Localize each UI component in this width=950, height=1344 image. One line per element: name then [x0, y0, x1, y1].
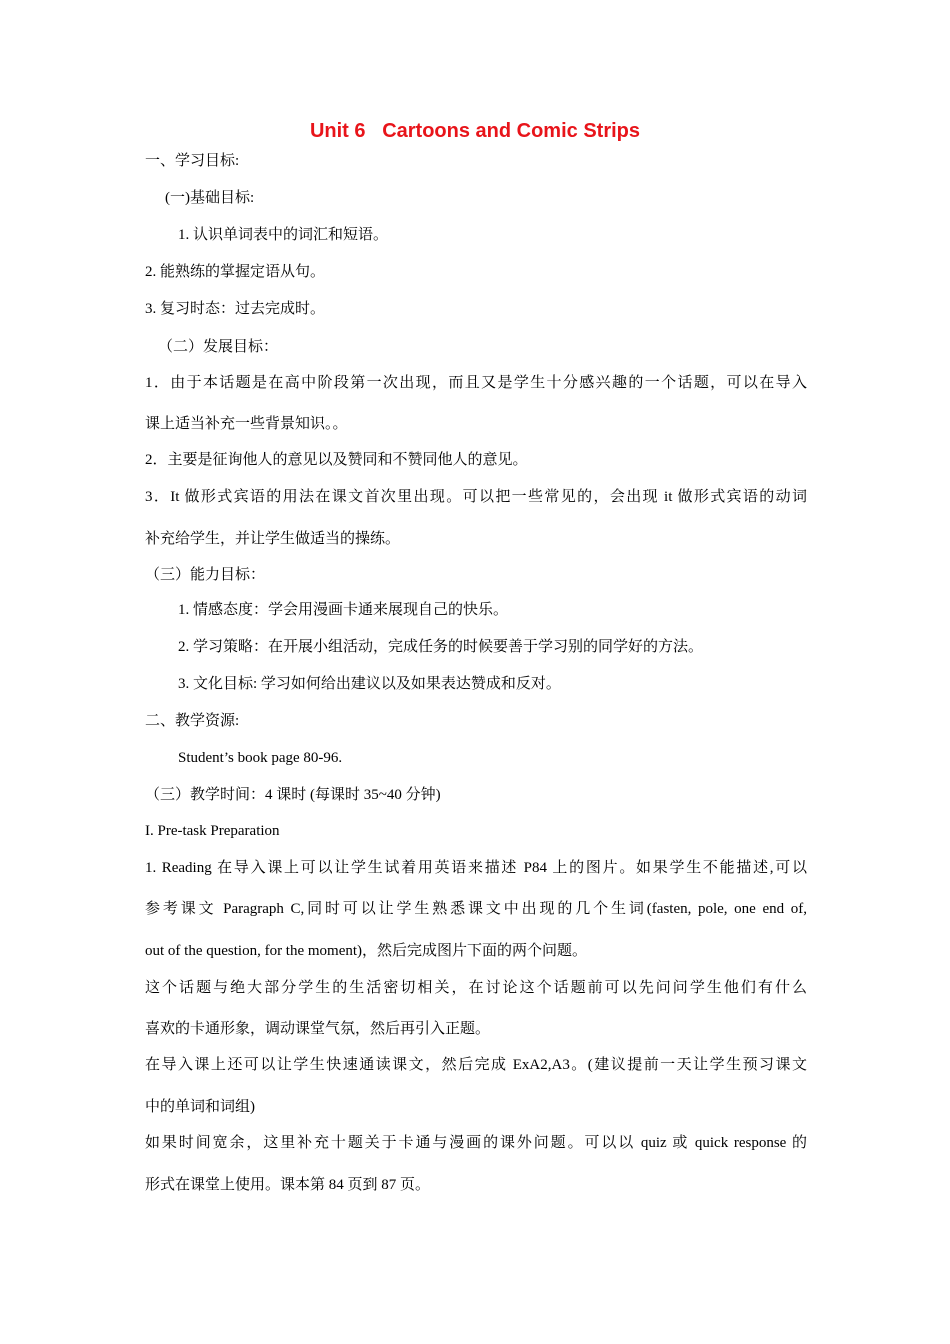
section-heading-pre-task: I. Pre-task Preparation	[145, 823, 280, 839]
section-heading-learning-goals: 一、学习目标:	[145, 153, 240, 169]
paragraph-line: Student’s book page 80-96.	[178, 750, 343, 766]
paragraph-line: out of the question, for the moment)，然后完成图片下面的两个问题。	[145, 943, 588, 959]
paragraph-line: 3. 复习时态：过去完成时。	[145, 301, 326, 317]
paragraph-line: 2. 学习策略：在开展小组活动，完成任务的时候要善于学习别的同学好的方法。	[178, 639, 704, 655]
paragraph-line: 参考课文 Paragraph C,同时可以让学生熟悉课文中出现的几个生词(fasten, pole, one end of,	[145, 901, 807, 917]
paragraph-line: 3. 文化目标: 学习如何给出建议以及如果表达赞成和反对。	[178, 676, 561, 692]
paragraph-line: 补充给学生，并让学生做适当的操练。	[145, 531, 401, 547]
subheading-teaching-time: （三）教学时间：4 课时 (每课时 35~40 分钟)	[145, 787, 441, 803]
paragraph-line: 1. 情感态度：学会用漫画卡通来展现自己的快乐。	[178, 602, 509, 618]
paragraph-line: 1. Reading 在导入课上可以让学生试着用英语来描述 P84 上的图片。如果学生不能描述,可以	[145, 860, 807, 876]
section-heading-teaching-resources: 二、教学资源:	[145, 713, 240, 729]
paragraph-line: 课上适当补充一些背景知识。。	[145, 416, 348, 432]
subheading-basic-goals: (一)基础目标:	[165, 190, 255, 206]
paragraph-line: 2. 能熟练的掌握定语从句。	[145, 264, 326, 280]
subheading-development-goals: （二）发展目标：	[158, 339, 279, 355]
paragraph-line: 2．主要是征询他人的意见以及赞同和不赞同他人的意见。	[145, 452, 528, 468]
paragraph-line: 在导入课上还可以让学生快速通读课文，然后完成 ExA2,A3。(建议提前一天让学生预习课文	[145, 1057, 807, 1073]
subheading-ability-goals: （三）能力目标：	[145, 567, 266, 583]
paragraph-line: 如果时间宽余，这里补充十题关于卡通与漫画的课外问题。可以以 quiz 或 quick response 的	[145, 1135, 807, 1151]
paragraph-line: 喜欢的卡通形象，调动课堂气氛，然后再引入正题。	[145, 1021, 491, 1037]
paragraph-line: 1. 认识单词表中的词汇和短语。	[178, 227, 389, 243]
paragraph-line: 中的单词和词组)	[145, 1099, 255, 1115]
paragraph-line: 3．It 做形式宾语的用法在课文首次里出现。可以把一些常见的，会出现 it 做形式宾语的动词	[145, 489, 807, 505]
paragraph-line: 这个话题与绝大部分学生的生活密切相关，在讨论这个话题前可以先问问学生他们有什么	[145, 980, 807, 996]
document-title: Unit 6 Cartoons and Comic Strips	[309, 120, 641, 142]
paragraph-line: 1．由于本话题是在高中阶段第一次出现，而且又是学生十分感兴趣的一个话题，可以在导入	[145, 375, 807, 391]
paragraph-line: 形式在课堂上使用。课本第 84 页到 87 页。	[145, 1177, 431, 1193]
